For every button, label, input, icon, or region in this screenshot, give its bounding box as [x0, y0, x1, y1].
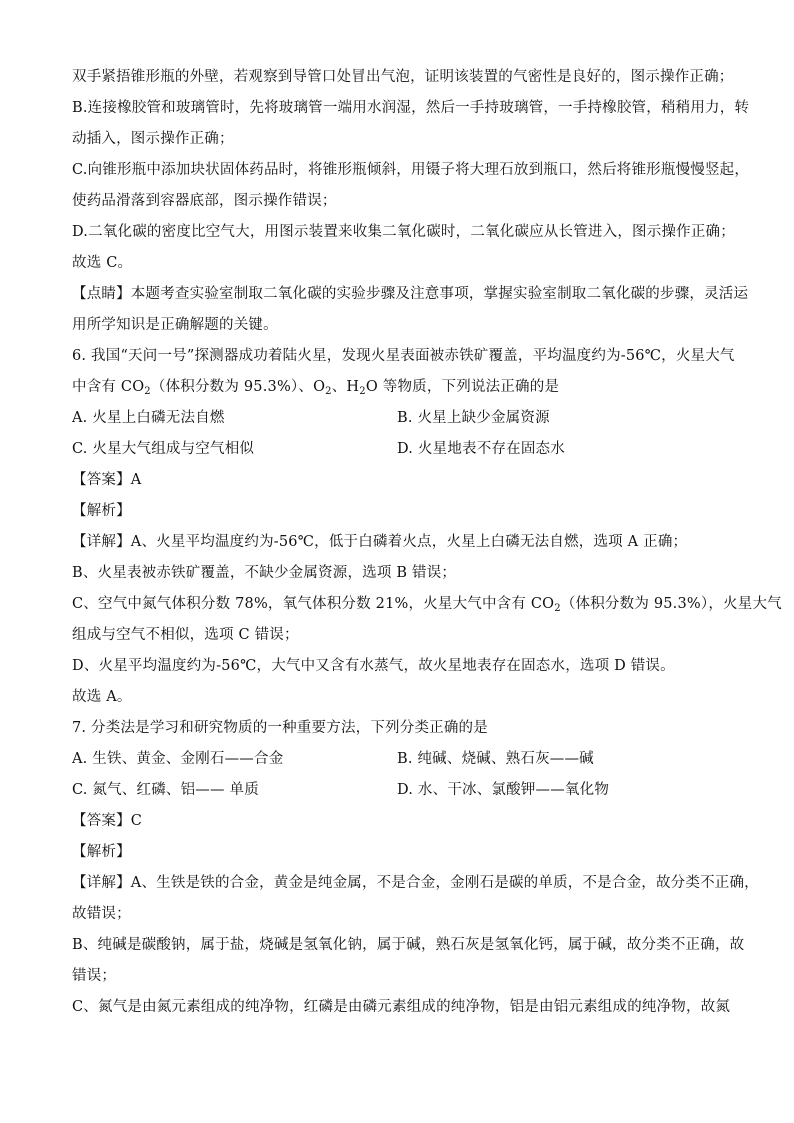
q7-detail: B、纯碱是碳酸钠，属于盐，烧碱是氢氧化钠，属于碱，熟石灰是氢氧化钙，属于碱，故分类不正确，故	[72, 937, 745, 953]
text-line: 【点睛】本题考查实验室制取二氧化碳的实验步骤及注意事项，掌握实验室制取二氧化碳的步骤，灵活运	[72, 286, 749, 302]
q6-stem-line1: 6. 我国“天问一号”探测器成功着陆火星，发现火星表面被赤铁矿覆盖，平均温度约为-56℃，火星大气	[72, 348, 735, 364]
q7-detail: 【详解】A、生铁是铁的合金，黄金是纯金属，不是合金，金刚石是碳的单质，不是合金，故分类不正确，	[72, 875, 759, 891]
q6-stem-line2: 中含有 $CO_2$（体积分数为 95.3%）、$O_2$、$H_2O$ 等物质，下列说法正确的是	[72, 379, 560, 397]
q6-answer: 【答案】A	[72, 472, 142, 488]
text-line: 双手紧捂锥形瓶的外壁，若观察到导管口处冒出气泡，证明该装置的气密性是良好的，图示操作正确；	[72, 69, 734, 85]
q7-analysis-heading: 【解析】	[72, 844, 131, 860]
q6-conclusion: 故选 A。	[72, 689, 132, 705]
q6-option-b: B. 火星上缺少金属资源	[397, 410, 550, 426]
q7-option-d: D. 水、干冰、氯酸钾——氧化物	[397, 782, 610, 798]
q6-option-c: C. 火星大气组成与空气相似	[72, 441, 255, 457]
q7-option-b: B. 纯碱、烧碱、熟石灰——碱	[397, 751, 594, 767]
text-line: C.向锥形瓶中添加块状固体药品时，将锥形瓶倾斜，用镊子将大理石放到瓶口，然后将锥形瓶慢慢竖起，	[72, 162, 750, 178]
q7-options-row1	[72, 744, 732, 775]
text-line: 故选 C。	[72, 255, 133, 271]
q6-options-row1	[72, 403, 732, 434]
q6-analysis-heading: 【解析】	[72, 503, 131, 519]
text-line: B.连接橡胶管和玻璃管时，先将玻璃管一端用水润湿，然后一手持玻璃管，一手持橡胶管，稍稍用力，转	[72, 100, 750, 116]
q6-option-a: A. 火星上白磷无法自燃	[72, 410, 225, 426]
q6-detail: 【详解】A、火星平均温度约为-56℃，低于白磷着火点，火星上白磷无法自燃，选项 A 正确；	[72, 534, 688, 550]
q7-answer: 【答案】C	[72, 813, 143, 829]
text-line: 动插入，图示操作正确；	[72, 131, 234, 147]
q6-detail: B、火星表被赤铁矿覆盖，不缺少金属资源，选项 B 错误；	[72, 565, 457, 581]
text-line: 用所学知识是正确解题的关键。	[72, 317, 278, 333]
q7-option-a: A. 生铁、黄金、金刚石——合金	[72, 751, 284, 767]
text-line: D.二氧化碳的密度比空气大，用图示装置来收集二氧化碳时，二氧化碳应从长管进入，图示操作正确；	[72, 224, 735, 240]
q7-option-c: C. 氮气、红磷、铝—— 单质	[72, 782, 259, 798]
q7-detail: C、氮气是由氮元素组成的纯净物，红磷是由磷元素组成的纯净物，铝是由铝元素组成的纯净物，故氮	[72, 999, 731, 1015]
q7-options-row2	[72, 775, 732, 806]
q6-detail: 组成与空气不相似，选项 C 错误；	[72, 627, 299, 643]
q6-options-row2	[72, 434, 732, 465]
q6-detail: D、火星平均温度约为-56℃，大气中又含有水蒸气，故火星地表存在固态水，选项 D 错误。	[72, 658, 675, 674]
q6-option-d: D. 火星地表不存在固态水	[397, 441, 565, 457]
document-page	[72, 62, 782, 1023]
q6-detail: C、空气中氮气体积分数 78%，氧气体积分数 21%，火星大气中含有 $CO_2$（体积分数为 95.3%），火星大气	[72, 596, 782, 614]
q7-detail: 错误；	[72, 968, 117, 984]
q7-detail: 故错误；	[72, 906, 131, 922]
text-line: 使药品滑落到容器底部，图示操作错误；	[72, 193, 337, 209]
q7-stem: 7. 分类法是学习和研究物质的一种重要方法，下列分类正确的是	[72, 720, 488, 736]
